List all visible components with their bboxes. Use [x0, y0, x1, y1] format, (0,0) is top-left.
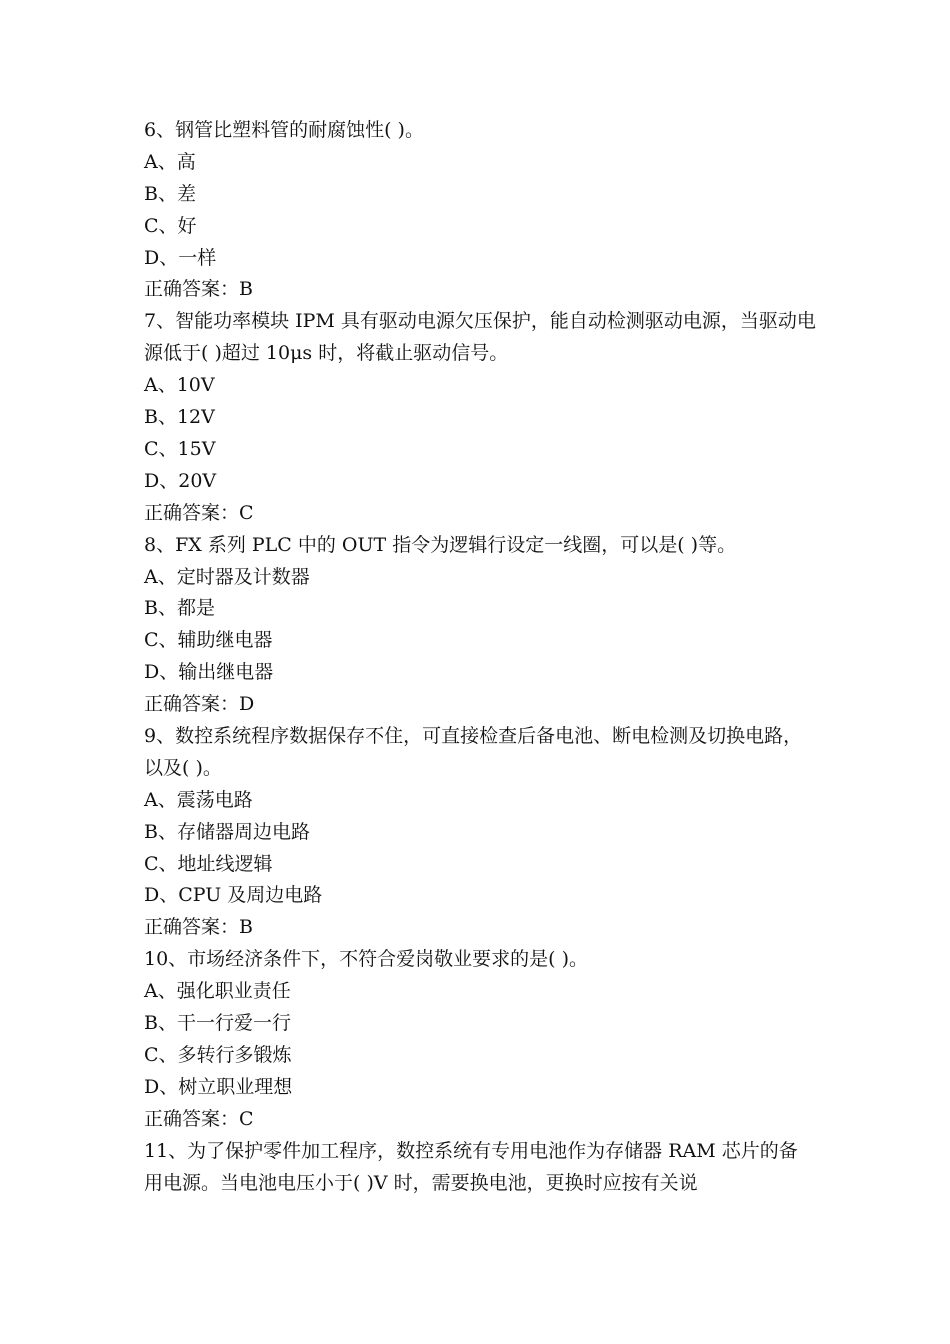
question-list: [144, 115, 816, 1199]
option-a: A、定时器及计数器: [144, 565, 310, 588]
question-stem: 6、钢管比塑料管的耐腐蚀性( )。: [144, 119, 424, 141]
option-b: B、干一行爱一行: [144, 1012, 291, 1035]
correct-answer: 正确答案：C: [144, 501, 254, 524]
option-c: C、15V: [144, 437, 216, 460]
question-8: [144, 530, 816, 721]
question-stem: 9、数控系统程序数据保存不住，可直接检查后备电池、断电检测及切换电路，以及( )。: [144, 724, 803, 779]
question-11: [144, 1136, 816, 1200]
option-d: D、CPU 及周边电路: [144, 884, 323, 907]
question-9: [144, 721, 816, 944]
option-c: C、好: [144, 214, 197, 237]
correct-answer: 正确答案：C: [144, 1107, 254, 1130]
option-b: B、都是: [144, 597, 215, 620]
option-d: D、树立职业理想: [144, 1075, 293, 1098]
option-c: C、辅助继电器: [144, 629, 273, 652]
option-b: B、12V: [144, 406, 215, 429]
option-a: A、震荡电路: [144, 788, 253, 811]
question-10: [144, 944, 816, 1135]
question-stem: 8、FX 系列 PLC 中的 OUT 指令为逻辑行设定一线圈，可以是( )等。: [144, 533, 737, 556]
option-c: C、多转行多锻炼: [144, 1043, 292, 1066]
correct-answer: 正确答案：B: [144, 278, 253, 301]
option-a: A、强化职业责任: [144, 980, 291, 1003]
question-stem: 11、为了保护零件加工程序，数控系统有专用电池作为存储器 RAM 芯片的备用电源。当电池电压小于( )V 时，需要换电池，更换时应按有关说: [144, 1139, 798, 1194]
option-b: B、存储器周边电路: [144, 820, 310, 843]
question-6: [144, 115, 816, 306]
correct-answer: 正确答案：B: [144, 916, 253, 939]
question-7: [144, 306, 816, 529]
option-d: D、一样: [144, 246, 217, 269]
question-stem: 7、智能功率模块 IPM 具有驱动电源欠压保护，能自动检测驱动电源，当驱动电源低于( )超过 10μs 时，将截止驱动信号。: [144, 310, 816, 365]
option-d: D、输出继电器: [144, 661, 274, 684]
option-a: A、10V: [144, 374, 215, 397]
option-d: D、20V: [144, 469, 217, 492]
option-c: C、地址线逻辑: [144, 852, 273, 875]
option-b: B、差: [144, 182, 196, 205]
option-a: A、高: [144, 150, 196, 173]
correct-answer: 正确答案：D: [144, 693, 255, 716]
question-stem: 10、市场经济条件下，不符合爱岗敬业要求的是( )。: [144, 948, 589, 971]
